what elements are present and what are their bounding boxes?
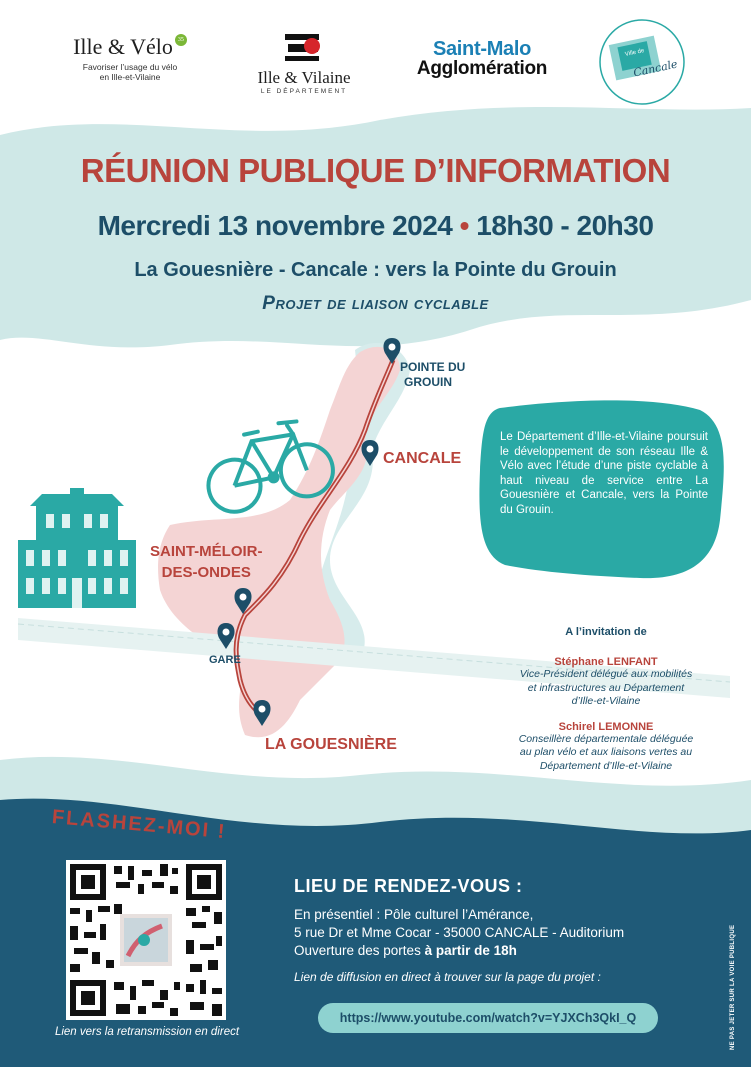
qr-code[interactable] xyxy=(66,860,226,1020)
stream-note: Lien de diffusion en direct à trouver sur la page du projet : xyxy=(294,970,601,984)
saint-malo-line1: Saint-Malo xyxy=(432,38,532,60)
cancale-logo-line2: Cancale xyxy=(632,57,679,80)
saint-malo-line2: Agglomération xyxy=(416,58,548,79)
invitee-role-line: Conseillère départementale déléguée xyxy=(518,732,694,745)
place-grouin-line2: GROUIN xyxy=(404,375,452,389)
place-la-gouesniere: LA GOUESNIÈRE xyxy=(265,736,397,753)
rdv-line-address: 5 rue Dr et Mme Cocar - 35000 CANCALE - Auditorium xyxy=(294,925,625,940)
qr-caption: Lien vers la retransmission en direct xyxy=(54,1026,240,1038)
departement-sub: LE DÉPARTEMENT xyxy=(260,88,348,95)
rdv-opening-prefix: Ouverture des portes xyxy=(294,943,425,958)
place-gare: GARE xyxy=(209,654,241,666)
rdv-heading: LIEU DE RENDEZ-VOUS : xyxy=(294,876,523,896)
event-time: 18h30 - 20h30 xyxy=(476,210,654,241)
event-project: Projet de liaison cyclable xyxy=(262,293,489,314)
event-datetime xyxy=(0,210,751,242)
ille-velo-name: Ille & Vélo xyxy=(73,34,173,59)
invitation-block xyxy=(494,626,718,773)
event-date: Mercredi 13 novembre 2024 xyxy=(97,210,453,241)
station-building-icon xyxy=(18,488,136,608)
invitee-role-line: Vice-Président délégué aux mobilités xyxy=(519,668,693,680)
place-saint-meloir xyxy=(150,541,263,583)
invitee-role-line: Département d’Ille-et-Vilaine xyxy=(539,759,673,772)
qr-code-icon xyxy=(66,860,226,1020)
info-paragraph: Le Département d’Ille-et-Vilaine poursuit le développement de son réseau Ille & Vélo avec l’étude d’une piste cyclable à haut niveau de service entre La Gouesnière et Cancale, vers la Pointe du Grouin. xyxy=(500,431,708,516)
event-route: La Gouesnière - Cancale : vers la Pointe du Grouin xyxy=(134,259,617,281)
cancale-logo xyxy=(597,22,687,102)
ille-velo-logo xyxy=(60,34,200,82)
invitee-role-line: et infrastructures au Département xyxy=(527,681,685,694)
rdv-details xyxy=(294,906,624,960)
place-cancale: CANCALE xyxy=(383,450,462,467)
departement-logo xyxy=(248,30,360,95)
invitation-heading: A l’invitation de xyxy=(565,626,647,638)
place-pointe-du-grouin xyxy=(400,360,465,390)
departement-name: Ille & Vilaine xyxy=(257,68,351,87)
ille-velo-badge: 35 xyxy=(175,34,187,46)
invitee-name: Stéphane LENFANT xyxy=(554,656,658,668)
ille-velo-tagline-2: en Ille-et-Vilaine xyxy=(99,72,161,82)
rdv-opening-time: à partir de 18h xyxy=(424,943,517,958)
cancale-logo-line1: Ville de xyxy=(624,48,645,58)
rdv-line-opening xyxy=(294,942,624,960)
event-title: RÉUNION PUBLIQUE D’INFORMATION xyxy=(80,152,671,189)
place-stmeloir-line1: SAINT-MÉLOIR- xyxy=(150,543,263,560)
place-grouin-line1: POINTE DU xyxy=(400,360,466,374)
place-stmeloir-line2: DES-ONDES xyxy=(161,564,251,581)
stream-url-link[interactable]: https://www.youtube.com/watch?v=YJXCh3QkI_Q xyxy=(318,1003,658,1033)
invitee-role-line: au plan vélo et aux liaisons vertes au xyxy=(519,746,693,758)
flash-me-label: FLASHEZ-MOI ! xyxy=(51,806,228,844)
invitee-name: Schirel LEMONNE xyxy=(558,720,654,733)
ille-velo-tagline-1: Favoriser l’usage du vélo xyxy=(82,62,178,72)
saint-malo-logo xyxy=(412,38,552,80)
rdv-line-venue: En présentiel : Pôle culturel l’Amérance, xyxy=(294,907,534,922)
event-separator: • xyxy=(459,210,469,241)
invitee-role-line: d’Ille-et-Vilaine xyxy=(571,695,641,707)
legal-note: NE PAS JETER SUR LA VOIE PUBLIQUE xyxy=(730,924,736,1050)
